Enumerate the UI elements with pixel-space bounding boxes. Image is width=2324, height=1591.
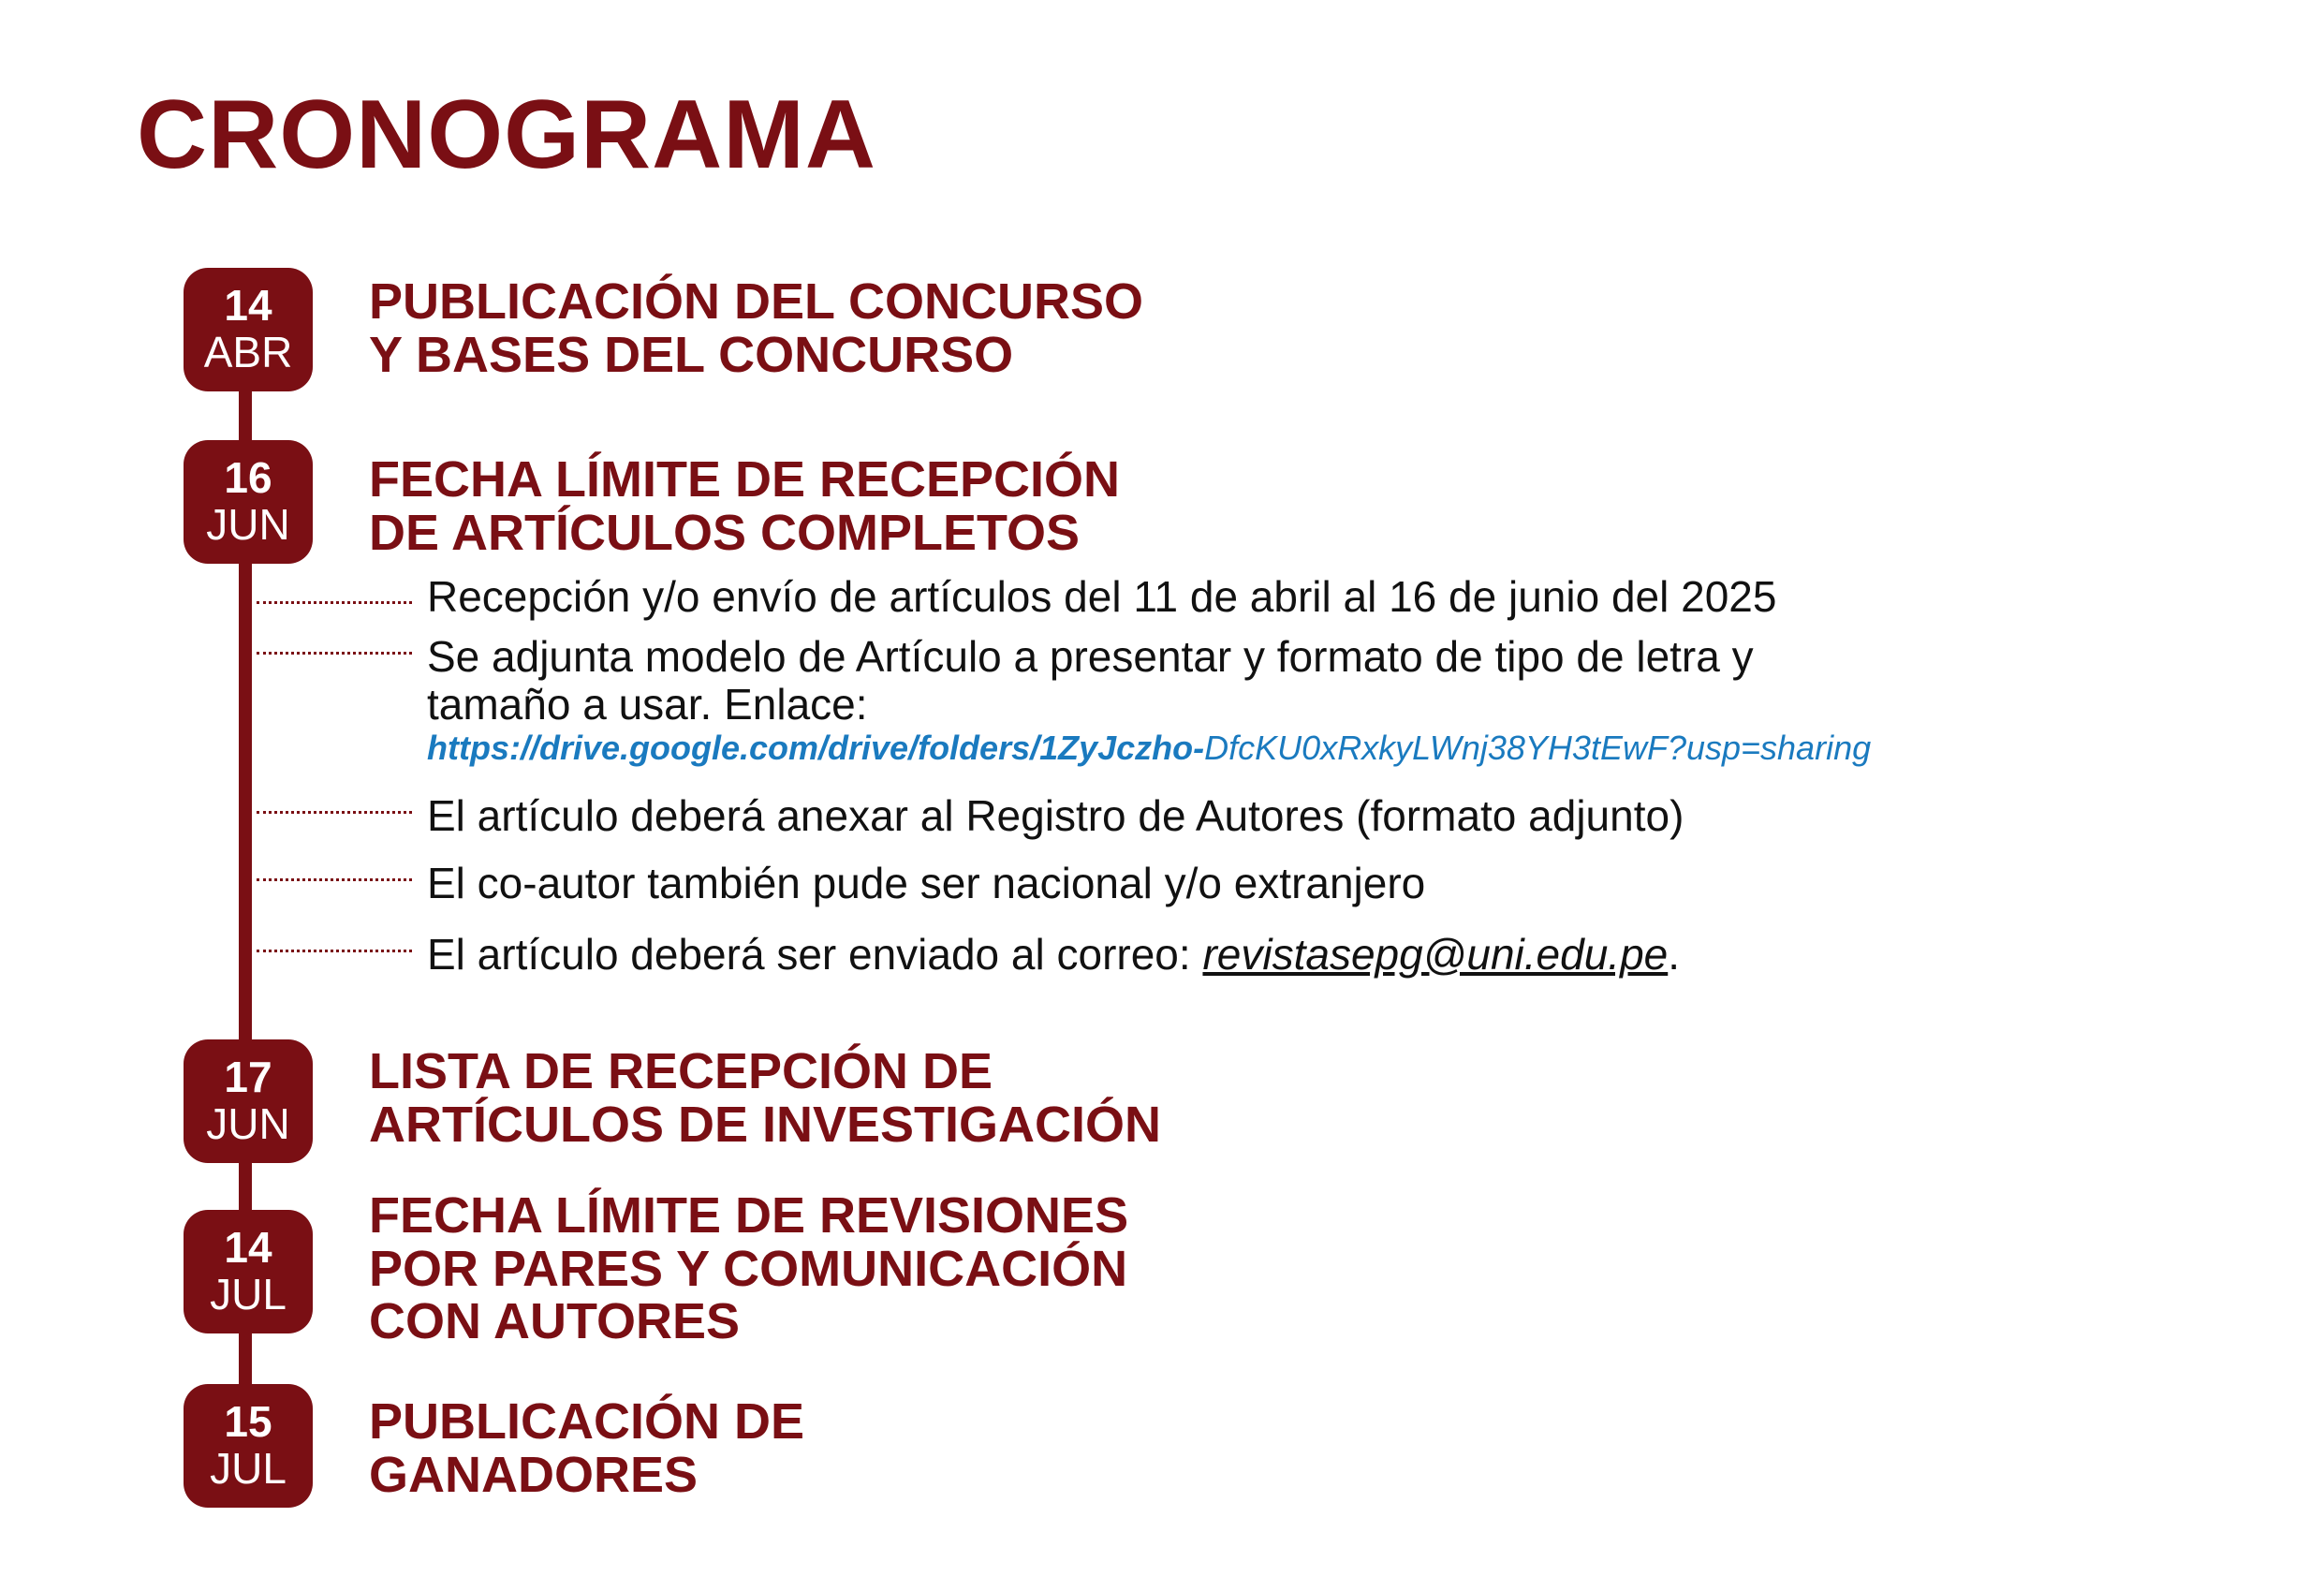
- event-title-3: [369, 1045, 1161, 1151]
- detail-text: tamaño a usar. Enlace:: [427, 679, 868, 729]
- date-month: JUN: [206, 1099, 290, 1148]
- dotted-connector: [257, 601, 412, 604]
- detail-text: El artículo deberá anexar al Registro de Autores (formato adjunto): [427, 791, 1684, 840]
- detail-text-block: [427, 931, 1680, 979]
- detail-item-4: [257, 860, 1425, 907]
- date-day: 16: [224, 453, 272, 503]
- detail-text: El co-autor también pude ser nacional y/o extranjero: [427, 859, 1426, 907]
- email-link[interactable]: revistasepg@uni.edu.pe: [1202, 930, 1669, 979]
- detail-text: .: [1668, 930, 1681, 979]
- date-day: 14: [224, 281, 272, 331]
- detail-item-3: [257, 792, 1684, 840]
- detail-item-5: [257, 931, 1680, 979]
- event-title-line: FECHA LÍMITE DE REVISIONES: [369, 1187, 1129, 1244]
- event-title-line: GANADORES: [369, 1446, 699, 1503]
- dotted-connector: [257, 878, 412, 881]
- detail-item-1: [257, 573, 1776, 621]
- event-title-1: [369, 275, 1143, 381]
- event-title-line: ARTÍCULOS DE INVESTIGACIÓN: [369, 1096, 1162, 1153]
- event-title-line: PUBLICACIÓN DE: [369, 1393, 805, 1450]
- detail-text: Se adjunta modelo de Artículo a presentar y formato de tipo de letra y: [427, 632, 1754, 681]
- date-badge-2: [184, 440, 313, 564]
- detail-text: El artículo deberá ser enviado al correo:: [427, 930, 1203, 979]
- date-badge-1: [184, 268, 313, 391]
- event-title-line: DE ARTÍCULOS COMPLETOS: [369, 504, 1081, 561]
- event-title-line: CON AUTORES: [369, 1293, 741, 1350]
- event-title-line: POR PARES Y COMUNICACIÓN: [369, 1240, 1128, 1297]
- link-part-rest: DfcKU0xRxkyLWnj38YH3tEwF?usp=sharing: [1204, 729, 1872, 768]
- event-title-line: FECHA LÍMITE DE RECEPCIÓN: [369, 451, 1121, 508]
- date-badge-5: [184, 1384, 313, 1508]
- date-badge-4: [184, 1210, 313, 1333]
- date-month: JUN: [206, 500, 290, 549]
- date-month: JUL: [210, 1444, 287, 1493]
- event-title-line: LISTA DE RECEPCIÓN DE: [369, 1043, 993, 1099]
- page-title: CRONOGRAMA: [137, 81, 876, 189]
- event-title-4: [369, 1189, 1128, 1348]
- event-title-line: Y BASES DEL CONCURSO: [369, 326, 1014, 383]
- date-day: 14: [224, 1223, 272, 1273]
- link-part-bold: https://drive.google.com/drive/folders/1ZyJczho-: [427, 729, 1205, 768]
- drive-link[interactable]: [427, 729, 1871, 767]
- date-day: 15: [224, 1397, 272, 1447]
- detail-text-block: [427, 633, 1871, 767]
- date-month: JUL: [210, 1270, 287, 1318]
- date-month: ABR: [203, 328, 293, 376]
- event-title-5: [369, 1395, 804, 1501]
- dotted-connector: [257, 950, 412, 952]
- detail-item-2: [257, 633, 1871, 767]
- dotted-connector: [257, 652, 412, 655]
- event-title-line: PUBLICACIÓN DEL CONCURSO: [369, 273, 1144, 330]
- detail-text: Recepción y/o envío de artículos del 11 de abril al 16 de junio del 2025: [427, 572, 1777, 621]
- dotted-connector: [257, 811, 412, 814]
- event-title-2: [369, 453, 1120, 559]
- date-day: 17: [224, 1053, 272, 1102]
- date-badge-3: [184, 1039, 313, 1163]
